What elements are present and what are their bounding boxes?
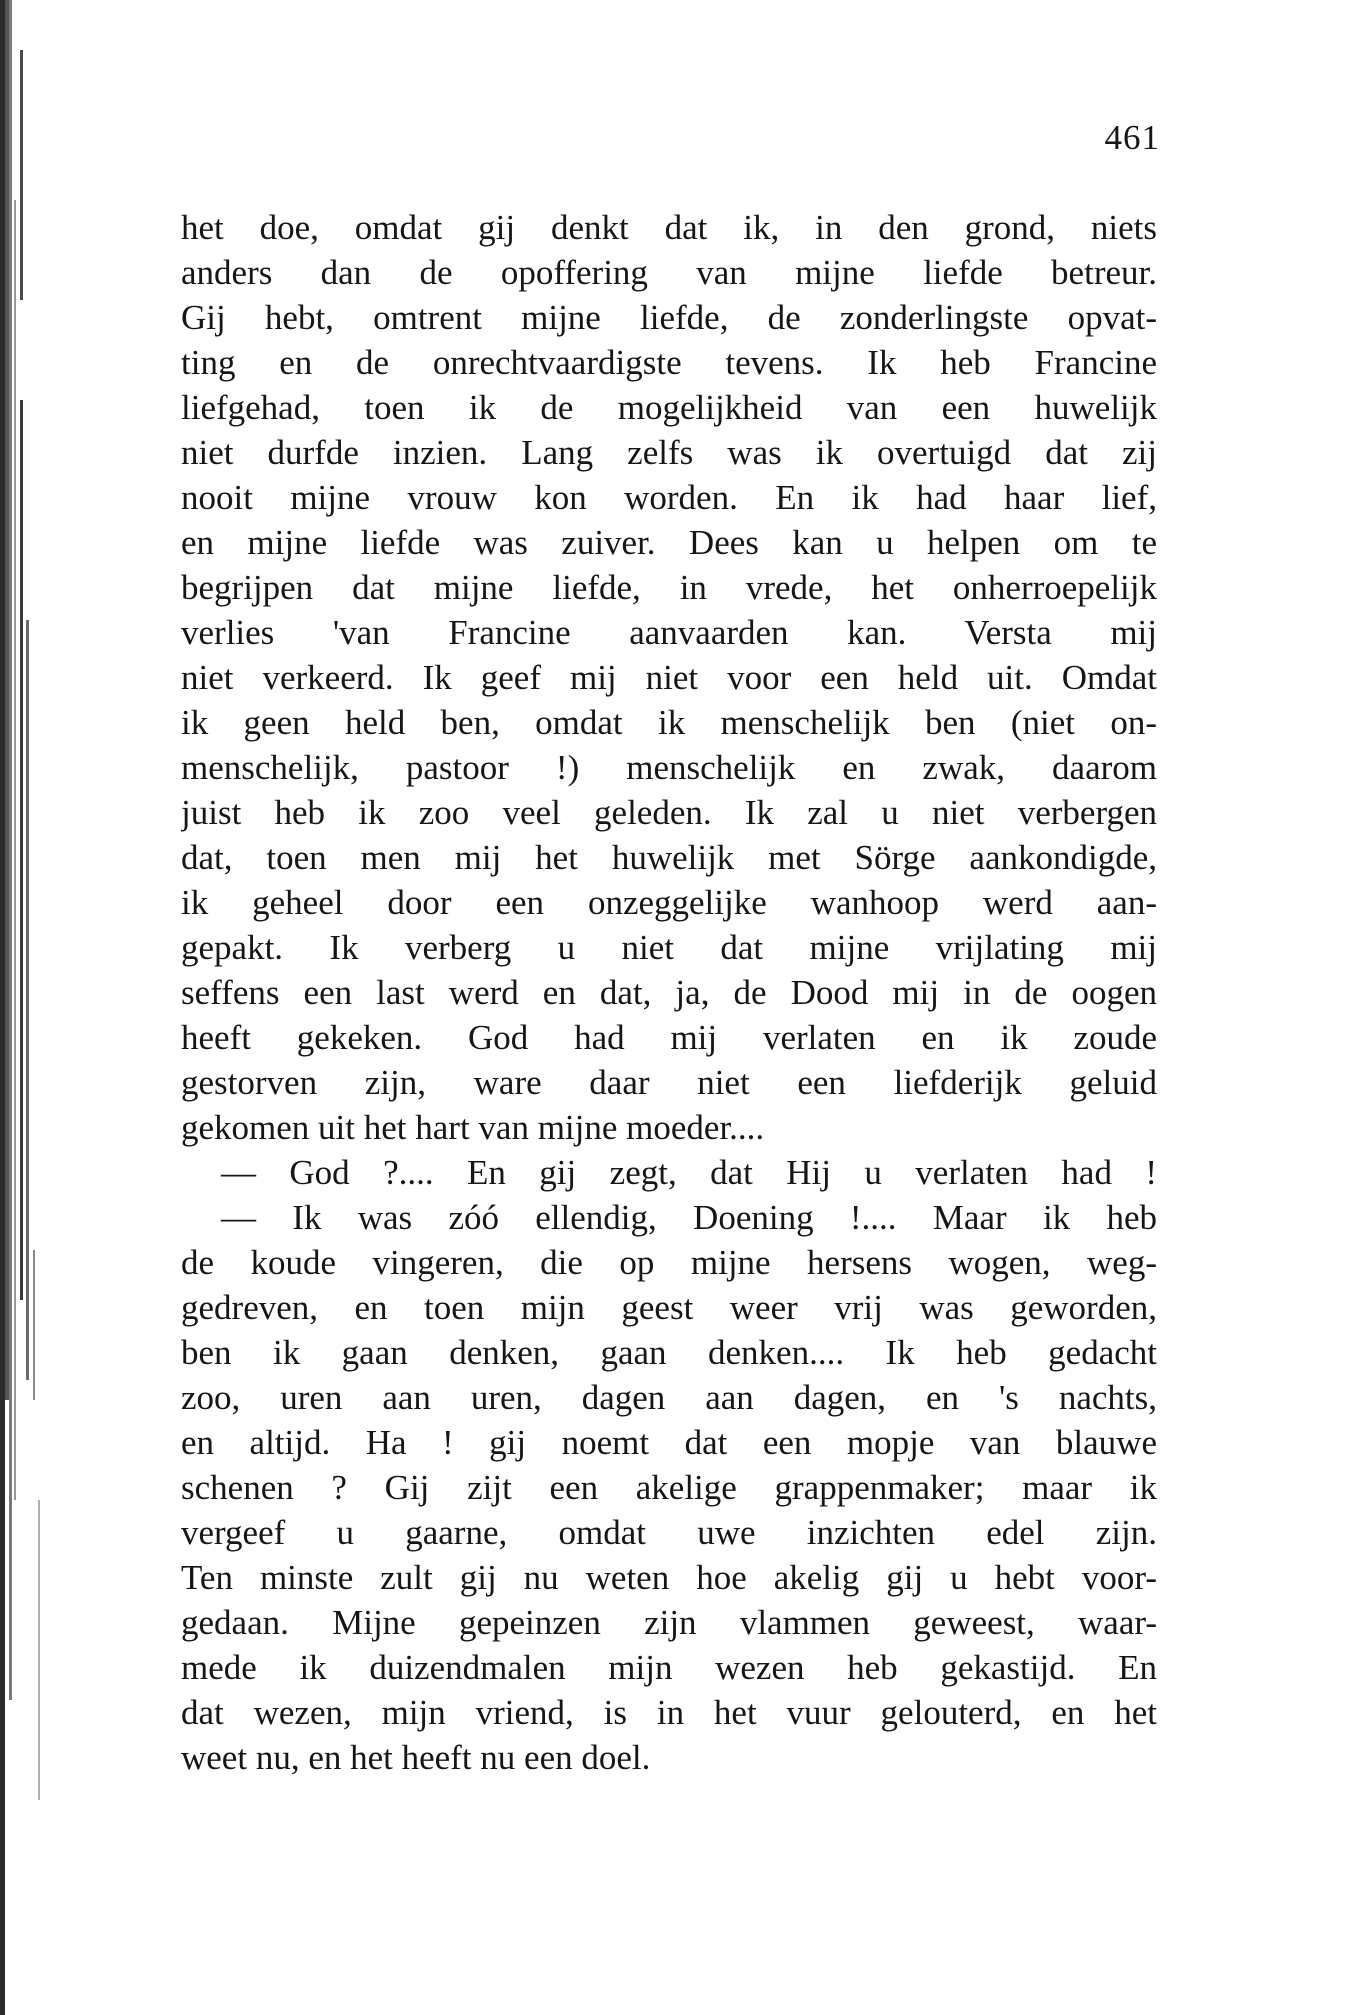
- text-line: nooit mijne vrouw kon worden. En ik had haar lief,: [181, 478, 1157, 517]
- text-line: Ten minste zult gij nu weten hoe akelig gij u hebt voor-: [181, 1558, 1157, 1597]
- text-line: en mijne liefde was zuiver. Dees kan u helpen om te: [181, 523, 1157, 562]
- text-line: begrijpen dat mijne liefde, in vrede, het onherroepelijk: [181, 568, 1157, 607]
- text-line: gepakt. Ik verberg u niet dat mijne vrijlating mij: [181, 928, 1157, 967]
- page-binding-edge: [0, 0, 58, 2015]
- text-line: dat wezen, mijn vriend, is in het vuur gelouterd, en het: [181, 1693, 1157, 1732]
- text-line: ik geen held ben, omdat ik menschelijk ben (niet on-: [181, 703, 1157, 742]
- page-number: 461: [1104, 118, 1160, 157]
- text-line: gekomen uit het hart van mijne moeder....: [181, 1108, 765, 1147]
- text-line: dat, toen men mij het huwelijk met Sörge aankondigde,: [181, 838, 1157, 877]
- text-line: heeft gekeken. God had mij verlaten en ik zoude: [181, 1018, 1157, 1057]
- text-line: Gij hebt, omtrent mijne liefde, de zonderlingste opvat-: [181, 298, 1157, 337]
- text-line: ik geheel door een onzeggelijke wanhoop werd aan-: [181, 883, 1157, 922]
- text-line: seffens een last werd en dat, ja, de Dood mij in de oogen: [181, 973, 1157, 1012]
- text-line: gestorven zijn, ware daar niet een liefderijk geluid: [181, 1063, 1157, 1102]
- text-line: gedreven, en toen mijn geest weer vrij was geworden,: [181, 1288, 1157, 1327]
- text-line: gedaan. Mijne gepeinzen zijn vlammen geweest, waar-: [181, 1603, 1157, 1642]
- text-line: juist heb ik zoo veel geleden. Ik zal u niet verbergen: [181, 793, 1157, 832]
- text-line: weet nu, en het heeft nu een doel.: [181, 1738, 651, 1777]
- text-line: het doe, omdat gij denkt dat ik, in den grond, niets: [181, 208, 1157, 247]
- dialogue-line: — God ?.... En gij zegt, dat Hij u verlaten had !: [221, 1153, 1157, 1192]
- text-line: zoo, uren aan uren, dagen aan dagen, en 's nachts,: [181, 1378, 1157, 1417]
- text-line: ben ik gaan denken, gaan denken.... Ik heb gedacht: [181, 1333, 1157, 1372]
- text-line: ting en de onrechtvaardigste tevens. Ik heb Francine: [181, 343, 1157, 382]
- text-line: schenen ? Gij zijt een akelige grappenmaker; maar ik: [181, 1468, 1157, 1507]
- text-line: vergeef u gaarne, omdat uwe inzichten edel zijn.: [181, 1513, 1157, 1552]
- body-text: [181, 205, 1157, 1780]
- text-line: anders dan de opoffering van mijne liefde betreur.: [181, 253, 1157, 292]
- text-line: de koude vingeren, die op mijne hersens wogen, weg-: [181, 1243, 1157, 1282]
- text-line: en altijd. Ha ! gij noemt dat een mopje van blauwe: [181, 1423, 1157, 1462]
- text-line: niet verkeerd. Ik geef mij niet voor een held uit. Omdat: [181, 658, 1157, 697]
- text-line: mede ik duizendmalen mijn wezen heb gekastijd. En: [181, 1648, 1157, 1687]
- dialogue-line: — Ik was zóó ellendig, Doening !.... Maar ik heb: [221, 1198, 1157, 1237]
- text-line: verlies 'van Francine aanvaarden kan. Versta mij: [181, 613, 1157, 652]
- text-line: niet durfde inzien. Lang zelfs was ik overtuigd dat zij: [181, 433, 1157, 472]
- text-line: liefgehad, toen ik de mogelijkheid van een huwelijk: [181, 388, 1157, 427]
- text-line: menschelijk, pastoor !) menschelijk en zwak, daarom: [181, 748, 1157, 787]
